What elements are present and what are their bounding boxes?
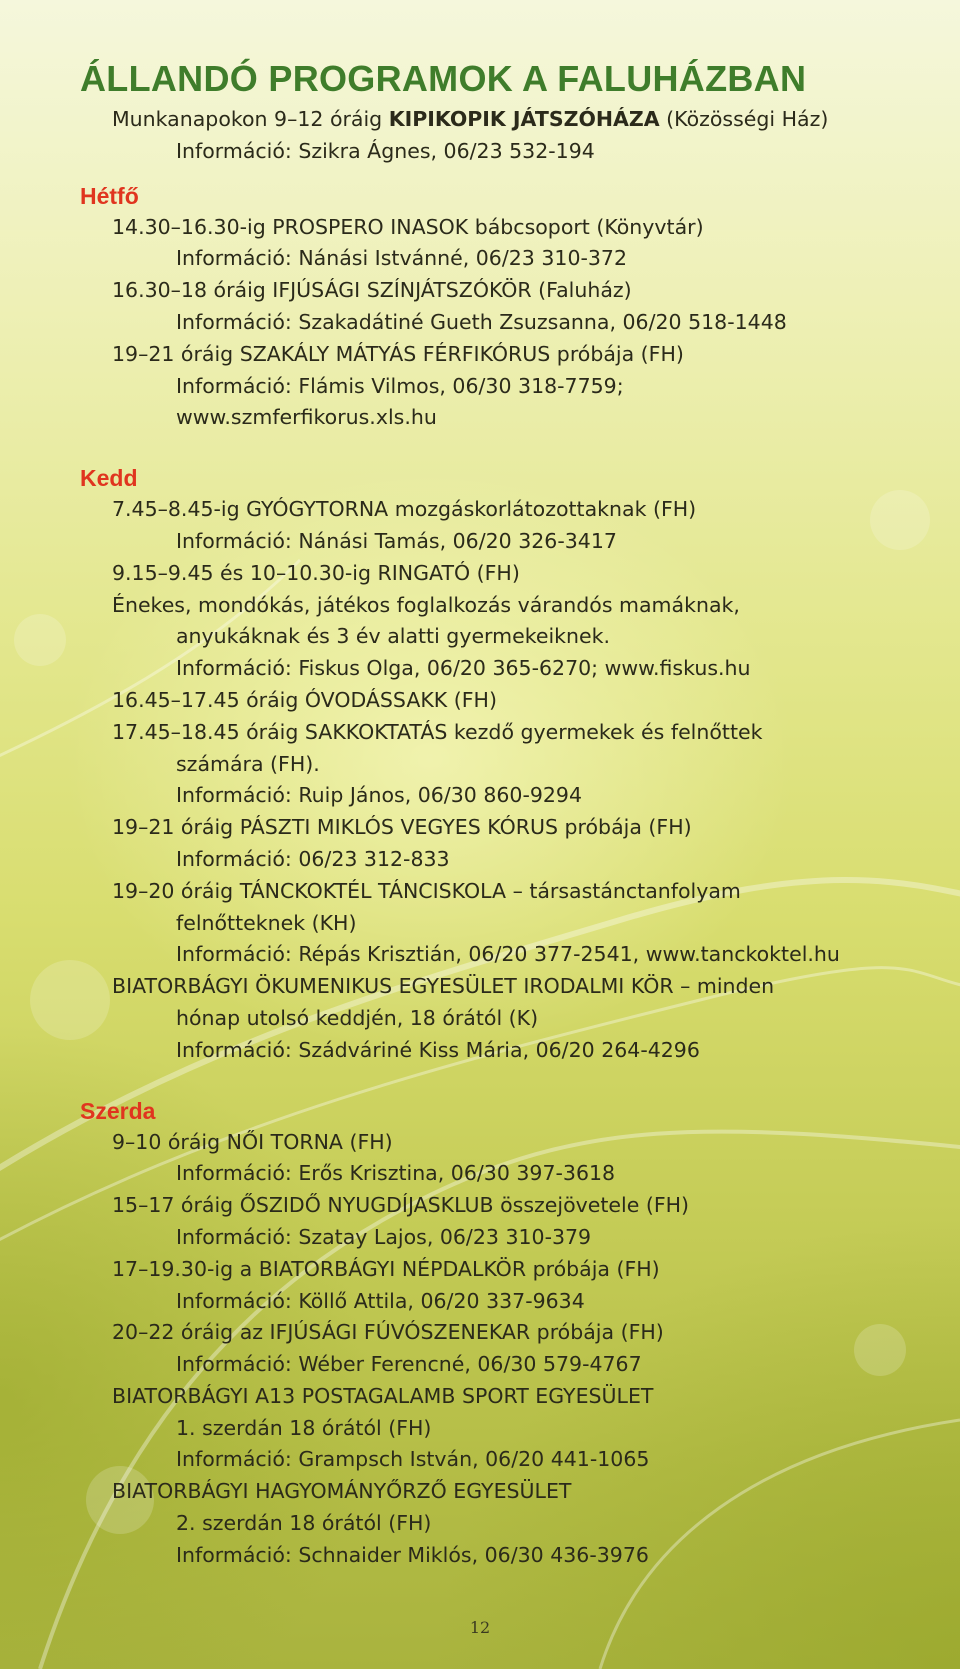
list-item: 14.30–16.30-ig PROSPERO INASOK bábcsoport (Könyvtár): [112, 214, 704, 239]
list-item: BIATORBÁGYI A13 POSTAGALAMB SPORT EGYESÜLET: [112, 1383, 654, 1408]
day-heading-hetfo: Hétfő: [80, 182, 139, 209]
list-item-info: Információ: 06/23 312-833: [176, 846, 450, 871]
list-item-info: Információ: Fiskus Olga, 06/20 365-6270; www.fiskus.hu: [176, 656, 751, 681]
list-item: 9.15–9.45 és 10–10.30-ig RINGATÓ (FH): [112, 560, 520, 585]
list-item: 19–20 óráig TÁNCKOKTÉL TÁNCISKOLA – társastánctanfolyam: [112, 878, 741, 903]
day-heading-kedd: Kedd: [80, 465, 138, 492]
list-item-continuation: 2. szerdán 18 órától (FH): [176, 1511, 432, 1536]
list-item-info: Információ: Schnaider Miklós, 06/30 436-3976: [176, 1542, 649, 1567]
list-item-continuation: anyukáknak és 3 év alatti gyermekeiknek.: [176, 624, 611, 649]
list-item-info: Információ: Nánási Istvánné, 06/23 310-372: [176, 246, 628, 271]
list-item-continuation: számára (FH).: [176, 751, 320, 776]
list-item: 19–21 óráig SZAKÁLY MÁTYÁS FÉRFIKÓRUS próbája (FH): [112, 341, 684, 366]
list-item-info: Információ: Köllő Attila, 06/20 337-9634: [176, 1288, 585, 1313]
program-listing: [80, 58, 940, 1572]
day-heading-szerda: Szerda: [80, 1097, 156, 1124]
intro-info: Információ: Szikra Ágnes, 06/23 532-194: [176, 138, 595, 163]
list-item-continuation: felnőtteknek (KH): [176, 910, 357, 935]
list-item: BIATORBÁGYI HAGYOMÁNYŐRZŐ EGYESÜLET: [112, 1479, 572, 1504]
list-item-info: Információ: Grampsch István, 06/20 441-1065: [176, 1447, 650, 1472]
list-item: Énekes, mondókás, játékos foglalkozás várandós mamáknak,: [112, 592, 740, 617]
list-item-continuation: 1. szerdán 18 órától (FH): [176, 1415, 432, 1440]
page-title: ÁLLANDÓ PROGRAMOK A FALUHÁZBAN: [80, 58, 807, 99]
list-item: 7.45–8.45-ig GYÓGYTORNA mozgáskorlátozottaknak (FH): [112, 497, 697, 522]
list-item-info: Információ: Flámis Vilmos, 06/30 318-7759;: [176, 373, 624, 398]
list-item: 20–22 óráig az IFJÚSÁGI FÚVÓSZENEKAR próbája (FH): [112, 1320, 664, 1345]
list-item: 17.45–18.45 óráig SAKKOKTATÁS kezdő gyermekek és felnőttek: [112, 719, 763, 744]
list-item-info: Információ: Szakadátiné Gueth Zsuzsanna, 06/20 518-1448: [176, 309, 787, 334]
list-item: 19–21 óráig PÁSZTI MIKLÓS VEGYES KÓRUS próbája (FH): [112, 815, 692, 840]
list-item: BIATORBÁGYI ÖKUMENIKUS EGYESÜLET IRODALMI KÖR – minden: [112, 974, 775, 999]
list-item-info: Információ: Répás Krisztián, 06/20 377-2541, www.tanckoktel.hu: [176, 942, 840, 967]
list-item: 17–19.30-ig a BIATORBÁGYI NÉPDALKÖR próbája (FH): [112, 1256, 660, 1281]
list-item-info: Információ: Ruip János, 06/30 860-9294: [176, 783, 583, 808]
website-link[interactable]: www.szmferfikorus.xls.hu: [176, 405, 437, 430]
page-number: 12: [469, 1618, 491, 1637]
list-item-continuation: hónap utolsó keddjén, 18 órától (K): [176, 1005, 539, 1030]
list-item-info: Információ: Szádváriné Kiss Mária, 06/20 264-4296: [176, 1037, 700, 1062]
intro-highlight: KIPIKOPIK JÁTSZÓHÁZA: [388, 107, 660, 131]
list-item: 15–17 óráig ŐSZIDŐ NYUGDÍJASKLUB összejövetele (FH): [112, 1193, 690, 1218]
list-item: 9–10 óráig NŐI TORNA (FH): [112, 1129, 393, 1154]
list-item-info: Információ: Wéber Ferencné, 06/30 579-4767: [176, 1352, 642, 1377]
list-item: 16.45–17.45 óráig ÓVODÁSSAKK (FH): [112, 687, 497, 712]
list-item-info: Információ: Szatay Lajos, 06/23 310-379: [176, 1224, 592, 1249]
intro-line: Munkanapokon 9–12 óráig KIPIKOPIK JÁTSZÓHÁZA (Közösségi Ház): [112, 107, 829, 131]
list-item: 16.30–18 óráig IFJÚSÁGI SZÍNJÁTSZÓKÖR (Faluház): [112, 278, 632, 303]
list-item-info: Információ: Erős Krisztina, 06/30 397-3618: [176, 1161, 616, 1186]
list-item-info: Információ: Nánási Tamás, 06/20 326-3417: [176, 528, 617, 553]
